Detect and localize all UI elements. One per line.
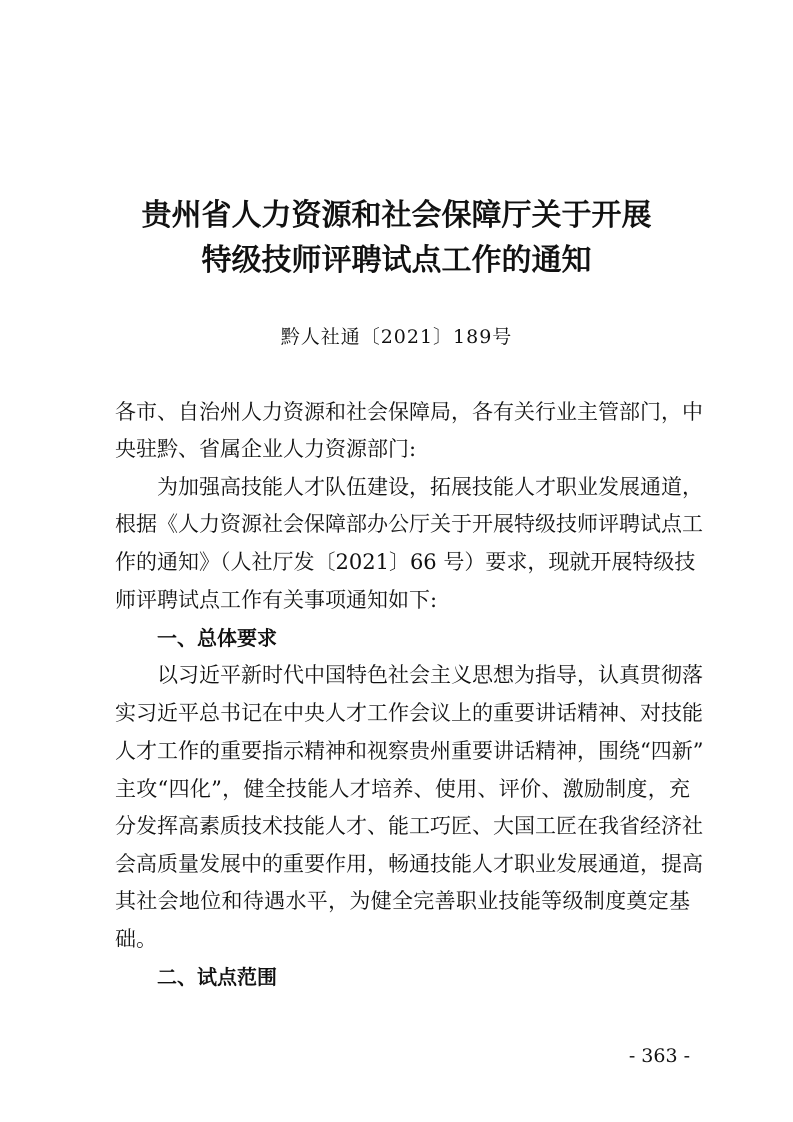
document-title-line-2: 特级技师评聘试点工作的通知 xyxy=(201,243,592,278)
section1-line-7: 其社会地位和待遇水平，为健全完善职业技能等级制度奠定基 xyxy=(115,889,690,913)
intro-line-3: 作的通知》（人社厅发〔2021〕66 号）要求，现就开展特级技 xyxy=(115,550,696,574)
page-number: - 363 - xyxy=(628,1045,690,1067)
document-number: 黔人社通〔2021〕189号 xyxy=(280,326,513,348)
section-heading-2: 二、试点范围 xyxy=(157,965,277,989)
section1-line-3: 人才工作的重要指示精神和视察贵州重要讲话精神，围绕“四新” xyxy=(115,739,704,763)
section1-line-6: 会高质量发展中的重要作用，畅通技能人才职业发展通道，提高 xyxy=(115,852,703,876)
section1-line-2: 实习近平总书记在中央人才工作会议上的重要讲话精神、对技能 xyxy=(115,701,703,725)
recipients-line-1: 各市、自治州人力资源和社会保障局，各有关行业主管部门，中 xyxy=(115,400,703,424)
intro-line-4: 师评聘试点工作有关事项通知如下: xyxy=(115,588,438,612)
intro-line-1: 为加强高技能人才队伍建设，拓展技能人才职业发展通道， xyxy=(157,475,703,499)
section1-line-4: 主攻“四化”，健全技能人才培养、使用、评价、激励制度，充 xyxy=(115,777,690,801)
section1-line-5: 分发挥高素质技术技能人才、能工巧匠、大国工匠在我省经济社 xyxy=(115,814,703,838)
section-heading-1: 一、总体要求 xyxy=(157,626,277,650)
document-title-line-1: 贵州省人力资源和社会保障厅关于开展 xyxy=(141,198,652,233)
section1-line-1: 以习近平新时代中国特色社会主义思想为指导，认真贯彻落 xyxy=(157,663,703,687)
recipients-line-2: 央驻黔、省属企业人力资源部门: xyxy=(115,437,417,461)
intro-line-2: 根据《人力资源社会保障部办公厅关于开展特级技师评聘试点工 xyxy=(115,512,703,536)
section1-line-8: 础。 xyxy=(115,927,157,951)
